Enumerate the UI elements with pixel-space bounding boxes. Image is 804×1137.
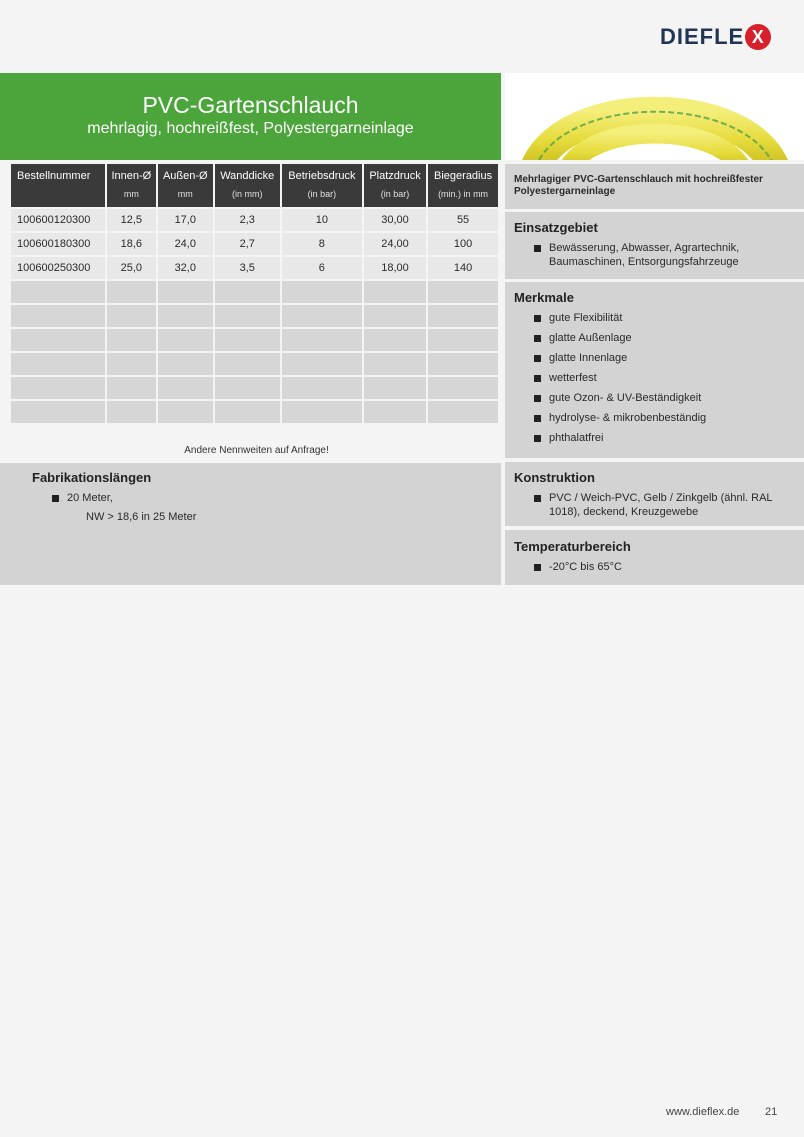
cell: 3,5 [215, 257, 280, 279]
cell: 2,3 [215, 209, 280, 231]
temperaturbereich-panel [505, 530, 804, 585]
cell: 17,0 [158, 209, 213, 231]
cell: 8 [282, 233, 362, 255]
merkmale-heading: Merkmale [514, 290, 574, 305]
description-panel [505, 164, 804, 209]
table-row [11, 209, 498, 231]
table-row [11, 233, 498, 255]
cell: 6 [282, 257, 362, 279]
col-betriebsdruck: Betriebsdruck (in bar) [282, 164, 362, 207]
page-title: PVC-Gartenschlauch [142, 92, 359, 118]
konstruktion-heading: Konstruktion [514, 470, 595, 485]
empty-row [11, 377, 498, 399]
cell: 100600250300 [11, 257, 105, 279]
cell: 18,6 [107, 233, 156, 255]
col-platzdruck: Platzdruck (in bar) [364, 164, 426, 207]
list-item: 20 Meter, [52, 491, 501, 505]
einsatzgebiet-panel [505, 212, 804, 279]
empty-row [11, 329, 498, 351]
page-subtitle: mehrlagig, hochreißfest, Polyestergarneinlage [87, 120, 414, 137]
product-description: Mehrlagiger PVC-Gartenschlauch mit hochreißfester Polyestergarneinlage [514, 174, 763, 197]
empty-row [11, 401, 498, 423]
logo-x-mark: X [745, 24, 771, 50]
empty-row [11, 305, 498, 327]
cell: 12,5 [107, 209, 156, 231]
cell: 55 [428, 209, 498, 231]
list-item: gute Flexibilität [534, 311, 795, 325]
list-item: phthalatfrei [534, 431, 795, 445]
page-number: 21 [765, 1106, 778, 1118]
list-item: PVC / Weich-PVC, Gelb / Zinkgelb (ähnl. RAL 1018), deckend, Kreuzgewebe [534, 491, 795, 519]
cell: 32,0 [158, 257, 213, 279]
cell: 100600120300 [11, 209, 105, 231]
dieflex-logo [660, 24, 771, 50]
col-innen: Innen-Ø mm [107, 164, 156, 207]
fabrikationslaengen-panel [0, 463, 501, 585]
product-photo [505, 73, 804, 160]
hose-image [505, 73, 804, 160]
col-aussen: Außen-Ø mm [158, 164, 213, 207]
einsatz-heading: Einsatzgebiet [514, 220, 598, 235]
col-bestellnummer: Bestellnummer [11, 164, 105, 207]
list-item: Bewässerung, Abwasser, Agrartechnik, Baumaschinen, Entsorgungsfahrzeuge [534, 241, 795, 269]
fabrikation-subtext: NW > 18,6 in 25 Meter [86, 511, 197, 523]
table-note: Andere Nennweiten auf Anfrage! [184, 445, 329, 456]
cell: 18,00 [364, 257, 426, 279]
cell: 100600180300 [11, 233, 105, 255]
fabrikation-heading: Fabrikationslängen [32, 470, 152, 485]
cell: 2,7 [215, 233, 280, 255]
empty-row [11, 353, 498, 375]
list-item: glatte Innenlage [534, 351, 795, 365]
temperatur-heading: Temperaturbereich [514, 539, 631, 554]
table-header-row [11, 164, 498, 207]
list-item: wetterfest [534, 371, 795, 385]
col-biegeradius: Biegeradius (min.) in mm [428, 164, 498, 207]
cell: 140 [428, 257, 498, 279]
konstruktion-panel [505, 462, 804, 526]
merkmale-panel [505, 282, 804, 458]
cell: 100 [428, 233, 498, 255]
title-banner [0, 73, 501, 160]
cell: 24,0 [158, 233, 213, 255]
cell: 30,00 [364, 209, 426, 231]
list-item: hydrolyse- & mikrobenbeständig [534, 411, 795, 425]
logo-text: DIEFLE [660, 24, 745, 49]
cell: 24,00 [364, 233, 426, 255]
list-item: gute Ozon- & UV-Beständigkeit [534, 391, 795, 405]
spec-table [9, 162, 500, 425]
table-row [11, 257, 498, 279]
col-wanddicke: Wanddicke (in mm) [215, 164, 280, 207]
cell: 10 [282, 209, 362, 231]
empty-row [11, 281, 498, 303]
list-item: glatte Außenlage [534, 331, 795, 345]
list-item: -20°C bis 65°C [534, 560, 795, 574]
cell: 25,0 [107, 257, 156, 279]
footer-url: www.dieflex.de [666, 1106, 740, 1118]
